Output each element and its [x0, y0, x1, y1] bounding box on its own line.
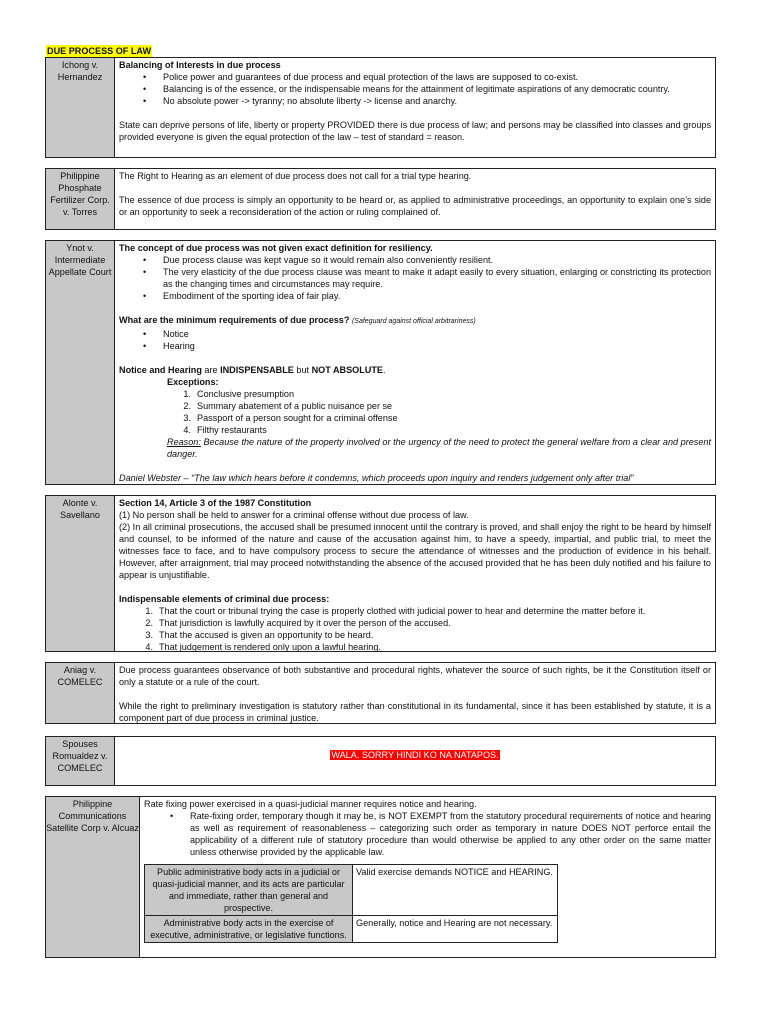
nh-part: are [201, 365, 221, 375]
nh-part: . [382, 365, 386, 375]
exceptions-label: Exceptions: [167, 377, 219, 387]
table-cell: Generally, notice and Hearing are not necessary. [353, 916, 558, 943]
reason-label: Reason: [167, 437, 201, 447]
case-body [115, 496, 715, 651]
case-body [115, 169, 715, 229]
nh-part: Notice and Hearing [119, 365, 202, 375]
list-item: 2. Summary abatement of a public nuisance per se [183, 401, 393, 411]
case-name: Ichong v. Hernandez [46, 58, 115, 157]
notice-hearing-line [119, 364, 711, 376]
reason-text: Because the nature of the property involved or the urgency of the need to protect the general welfare from a clear and present danger. [167, 437, 711, 459]
case-ichong [45, 57, 716, 158]
paragraph: The essence of due process is simply an opportunity to be heard or, as applied to administrative proceedings, an opportunity to explain one’s side or an opportunity to seek a reconsideration of the action or ruling complained of. [119, 195, 711, 217]
table-cell: Public administrative body acts in a judicial or quasi-judicial manner, and its acts are particular and immediate, rather than general and prospective. [145, 865, 353, 916]
case-body [115, 58, 715, 157]
bullet-list [144, 810, 711, 858]
list-item: • Hearing [163, 340, 711, 352]
elements-heading: Indispensable elements of criminal due process: [119, 594, 330, 604]
table-cell: Valid exercise demands NOTICE and HEARING. [353, 865, 558, 916]
comparison-table [144, 864, 558, 943]
list-item: 3. That the accused is given an opportunity to be heard. [145, 630, 374, 640]
incomplete-note: WALA. SORRY HINDI KO NA NATAPOS. [331, 750, 499, 760]
table-row [145, 916, 558, 943]
reason [167, 436, 711, 460]
nh-part: but [293, 365, 312, 375]
list-item: • Notice [163, 328, 711, 340]
paragraph: State can deprive persons of life, liberty or property PROVIDED there is due process of law; and persons may be classified into classes and groups provided everyone is given the equal protection of the law – test of standard = reason. [119, 120, 711, 142]
numbered-list [167, 388, 711, 436]
exceptions-block [119, 376, 711, 460]
paragraph: The Right to Hearing as an element of due process does not call for a trial type hearing. [119, 171, 472, 181]
question-note: (Safeguard against official arbitrariness) [351, 318, 476, 325]
nh-part: NOT ABSOLUTE [311, 365, 383, 375]
quote: Daniel Webster – “The law which hears before it condemns, which proceeds upon inquiry and renders judgement only after trial” [119, 473, 634, 483]
bullet-list [119, 328, 711, 352]
requirements-question [119, 314, 711, 328]
case-aniag [45, 662, 716, 724]
case-body [115, 663, 715, 723]
case-name: Alonte v. Savellano [46, 496, 115, 651]
paragraph: (2) In all criminal prosecutions, the accused shall be presumed innocent until the contrary is proved, and shall enjoy the right to be heard by himself and counsel, to be informed of the nature and cause of the accusation against him, to have a speedy, impartial, and public trial, to meet the witnesses face to face, and to have compulsory process to secure the attendance of witnesses and the production of evidence in his behalf. However, after arraignment, trial may proceed notwithstanding the absence of the accused provided that he has been duly notified and his failure to appear is unjustifiable. [119, 522, 711, 580]
case-name: Spouses Romualdez v. COMELEC [46, 737, 115, 785]
list-item: • Police power and guarantees of due process and equal protection of the laws are supposed to co-exist. [163, 71, 711, 83]
case-name: Ynot v. Intermediate Appellate Court [46, 241, 115, 484]
table-row [145, 865, 558, 916]
bullet-list [119, 254, 711, 302]
case-name: Philippine Communications Satellite Corp v. Alcuaz [46, 797, 140, 957]
case-heading: Balancing of Interests in due process [119, 60, 281, 70]
question-text: What are the minimum requirements of due process? [119, 315, 350, 325]
list-item: • Rate-fixing order, temporary though it may be, is NOT EXEMPT from the statutory procedural requirements of notice and hearing as well as requirement of reasonableness – categorizing such order as temporary in nature DOES NOT perforce entail the applicability of a different rule of statutory procedure than would otherwise be applied to any other order on the same matter unless otherwise provided by the applicable law. [190, 810, 711, 858]
list-item: • Embodiment of the sporting idea of fair play. [163, 290, 711, 302]
case-body [115, 241, 715, 484]
paragraph: Due process guarantees observance of both substantive and procedural rights, whatever the source of such rights, be it the Constitution itself or only a statute or a rule of the court. [119, 665, 711, 687]
list-item: 4. That judgement is rendered only upon a lawful hearing. [145, 642, 381, 652]
list-item: 2. That jurisdiction is lawfully acquired by it over the person of the accused. [145, 618, 451, 628]
table-cell: Administrative body acts in the exercise of executive, administrative, or legislative functions. [145, 916, 353, 943]
case-heading: Section 14, Article 3 of the 1987 Constitution [119, 498, 312, 508]
case-heading: The concept of due process was not given exact definition for resiliency. [119, 243, 433, 253]
case-name: Aniag v. COMELEC [46, 663, 115, 723]
numbered-list [119, 605, 711, 653]
paragraph: (1) No person shall be held to answer for a criminal offense without due process of law. [119, 510, 469, 520]
list-item: • Due process clause was kept vague so it would remain also conveniently resilient. [163, 254, 711, 266]
case-name: Philippine Phosphate Fertilizer Corp. v. Torres [46, 169, 115, 229]
list-item: 4. Filthy restaurants [183, 425, 267, 435]
page-title: DUE PROCESS OF LAW [47, 46, 152, 56]
list-item: 1. Conclusive presumption [183, 389, 295, 399]
bullet-list [119, 71, 711, 107]
case-romualdez [45, 736, 716, 786]
paragraph: While the right to preliminary investigation is statutory rather than constitutional in its fundamental, since it has been established by statute, it is a component part of due process in criminal justice. [119, 701, 711, 723]
case-ynot [45, 240, 716, 485]
case-body [115, 737, 715, 785]
nh-part: INDISPENSABLE [220, 365, 294, 375]
case-body [140, 797, 715, 957]
list-item: 3. Passport of a person sought for a criminal offense [183, 413, 398, 423]
list-item: • The very elasticity of the due process clause was meant to make it adapt easily to every situation, enlarging or constricting its protection as the changing times and circumstances may require. [163, 266, 711, 290]
case-phosphate [45, 168, 716, 230]
list-item: • Balancing is of the essence, or the indispensable means for the attainment of legitimate aspirations of any democratic country. [163, 83, 711, 95]
case-philcomsat [45, 796, 716, 958]
case-alonte [45, 495, 716, 652]
list-item: • No absolute power -> tyranny; no absolute liberty -> license and anarchy. [163, 95, 711, 107]
list-item: 1. That the court or tribunal trying the case is properly clothed with judicial power to hear and determine the matter before it. [145, 606, 646, 616]
paragraph: Rate fixing power exercised in a quasi-judicial manner requires notice and hearing. [144, 799, 477, 809]
